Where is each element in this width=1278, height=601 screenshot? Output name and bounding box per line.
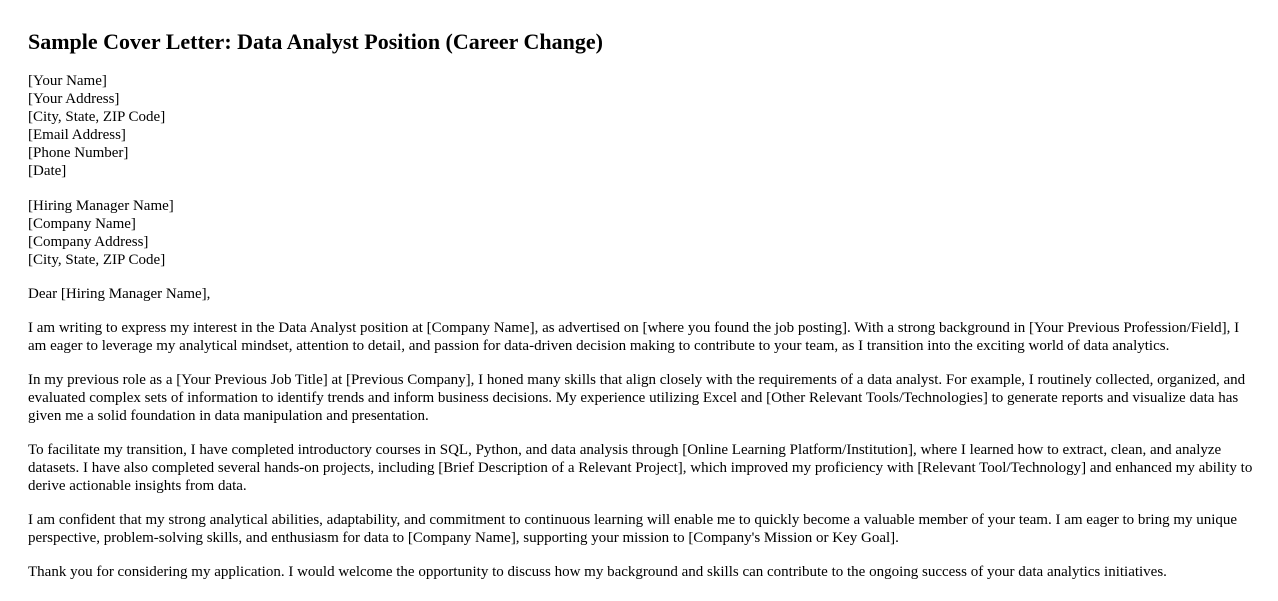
recipient-company: [Company Name] (28, 216, 136, 232)
sender-city: [City, State, ZIP Code] (28, 109, 166, 125)
recipient-block (28, 197, 1254, 269)
recipient-address: [Company Address] (28, 234, 149, 250)
sender-name: [Your Name] (28, 73, 107, 89)
sender-phone: [Phone Number] (28, 145, 129, 161)
sender-address: [Your Address] (28, 91, 120, 107)
letter-date: [Date] (28, 163, 67, 179)
sender-email: [Email Address] (28, 127, 126, 143)
document-page (28, 0, 1254, 581)
body-paragraph: I am writing to express my interest in the Data Analyst position at [Company Name], as advertised on [where you found the job posting]. With a strong background in [Your Previous Profession/Field], I am eager to leverage my analytical mindset, attention to detail, and passion for data-driven decision making to contribute to your team, as I transition into the exciting world of data analytics. (28, 320, 1240, 354)
sender-block (28, 72, 1254, 180)
body-paragraph: I am confident that my strong analytical abilities, adaptability, and commitment to continuous learning will enable me to quickly become a valuable member of your team. I am eager to bring my unique perspective, problem-solving skills, and enthusiasm for data to [Company Name], supporting your mission to [Company's Mission or Key Goal]. (28, 512, 1238, 546)
body-paragraph: Thank you for considering my application. I would welcome the opportunity to discuss how my background and skills can contribute to the ongoing success of your data analytics initiatives. (28, 564, 1167, 580)
body-paragraph: To facilitate my transition, I have completed introductory courses in SQL, Python, and data analysis through [Online Learning Platform/Institution], where I learned how to extract, clean, and analyze datasets. I have also completed several hands-on projects, including [Brief Description of a Relevant Project], which improved my proficiency with [Relevant Tool/Technology] and enhanced my ability to derive actionable insights from data. (28, 442, 1253, 494)
body-paragraph: In my previous role as a [Your Previous Job Title] at [Previous Company], I honed many skills that align closely with the requirements of a data analyst. For example, I routinely collected, organized, and evaluated complex sets of information to identify trends and inform business decisions. My experience utilizing Excel and [Other Relevant Tools/Technologies] to generate reports and visualize data has given me a solid foundation in data manipulation and presentation. (28, 372, 1246, 424)
page-title: Sample Cover Letter: Data Analyst Position (Career Change) (28, 29, 603, 54)
recipient-manager: [Hiring Manager Name] (28, 198, 174, 214)
recipient-city: [City, State, ZIP Code] (28, 252, 166, 268)
salutation: Dear [Hiring Manager Name], (28, 286, 211, 302)
